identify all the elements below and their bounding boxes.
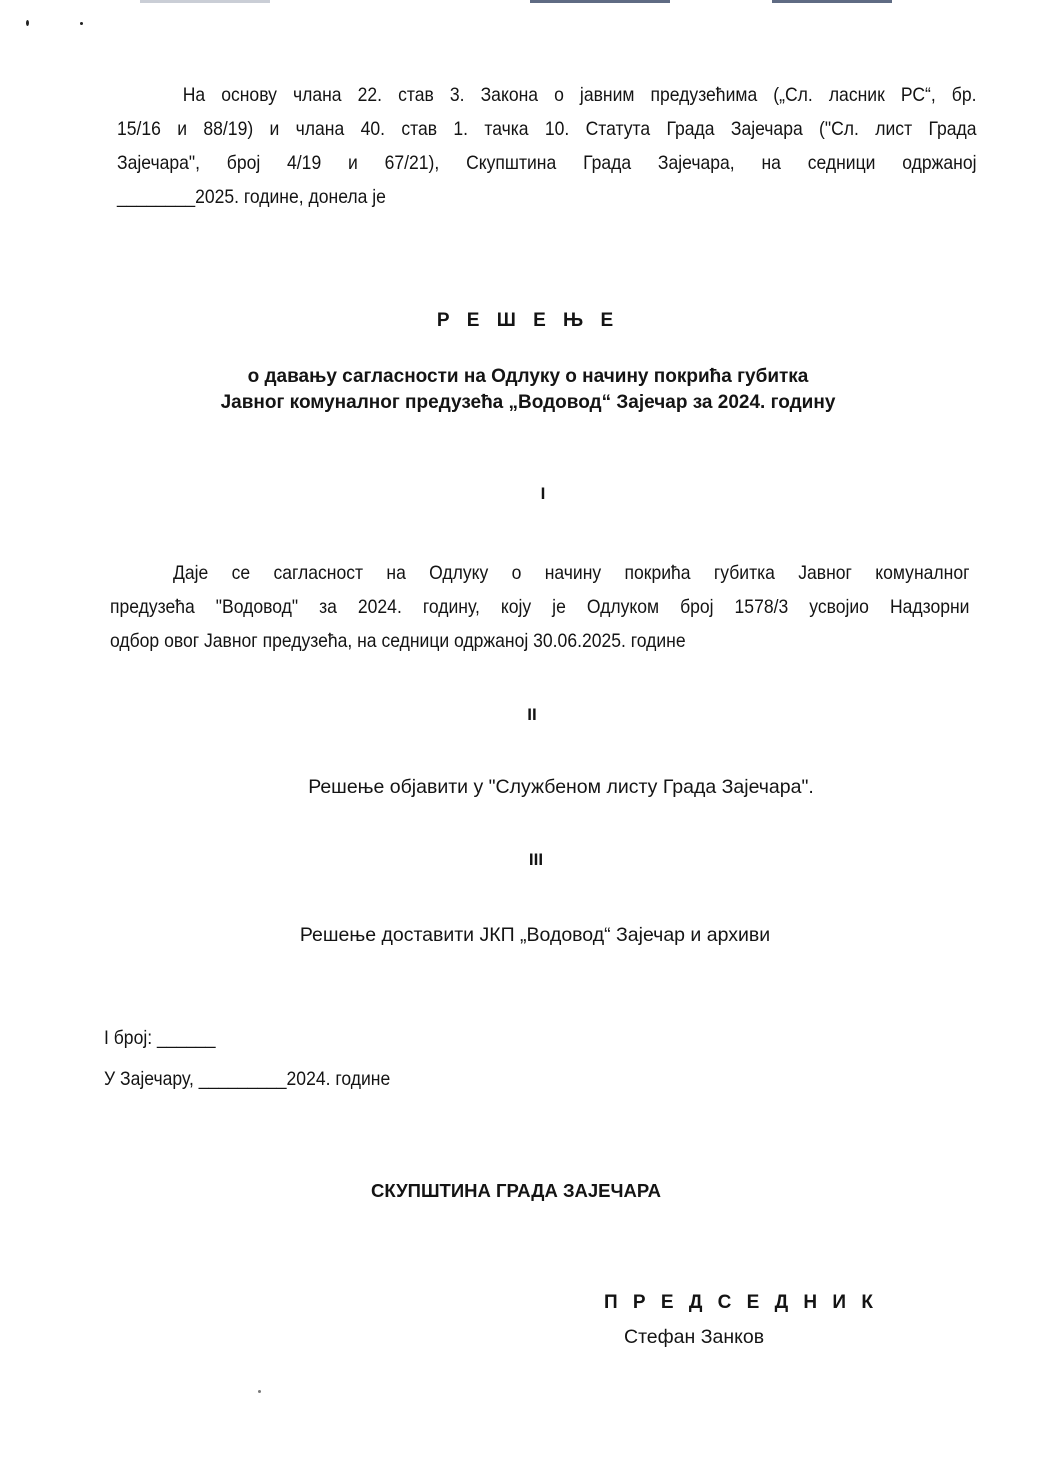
scan-speck — [258, 1390, 261, 1393]
signatory-title: П Р Е Д С Е Д Н И К — [604, 1292, 878, 1313]
scan-speck — [26, 20, 29, 26]
preamble-line: ________2025. године, донела је — [117, 186, 386, 208]
decision-title: Р Е Ш Е Њ Е — [436, 310, 620, 331]
preamble-line: 15/16 и 88/19) и члана 40. став 1. тачка 10. Статута Града Зајечара ("Сл. лист Града — [117, 118, 977, 140]
article-line: предузећа "Водовод" за 2024. годину, коју је Одлуком број 1578/3 усвојио Надзорни — [110, 596, 970, 618]
signatory-name: Стефан Занков — [624, 1326, 765, 1348]
preamble-paragraph — [117, 78, 977, 214]
scan-edge-artifact — [772, 0, 892, 3]
scan-edge-artifact — [140, 0, 270, 3]
scan-speck — [80, 22, 83, 25]
issuer: СКУПШТИНА ГРАДА ЗАЈЕЧАРА — [371, 1180, 661, 1201]
preamble-line: На основу члана 22. став 3. Закона о јавним предузећима („Сл. ласник РС“, бр. — [182, 84, 977, 106]
preamble-line: Зајечара", број 4/19 и 67/21), Скупштина Града Зајечара, на седници одржаној — [117, 152, 977, 174]
decision-subtitle-line: о давању сагласности на Одлуку о начину покрића губитка — [247, 366, 809, 387]
article-number: III — [528, 850, 544, 869]
article-number: I — [540, 484, 546, 503]
article-line: одбор овог Јавног предузећа, на седници одржаној 30.06.2025. године — [110, 630, 686, 652]
article-2-text: Решење објавити у "Службеном листу Града Зајечара". — [308, 776, 814, 798]
place-date: У Зајечару, _________2024. године — [104, 1068, 391, 1090]
reference-number: I број: ______ — [104, 1027, 216, 1049]
article-number: II — [527, 705, 537, 724]
article-1-paragraph — [110, 556, 970, 658]
article-3-text: Решење доставити ЈКП „Водовод“ Зајечар и архиви — [299, 924, 771, 946]
decision-subtitle — [0, 364, 1056, 416]
decision-subtitle-line: Јавног комуналног предузећа „Водовод“ Зајечар за 2024. годину — [220, 392, 836, 413]
article-line: Даје се сагласност на Одлуку о начину покрића губитка Јавног комуналног — [173, 562, 970, 584]
scan-edge-artifact — [530, 0, 670, 3]
